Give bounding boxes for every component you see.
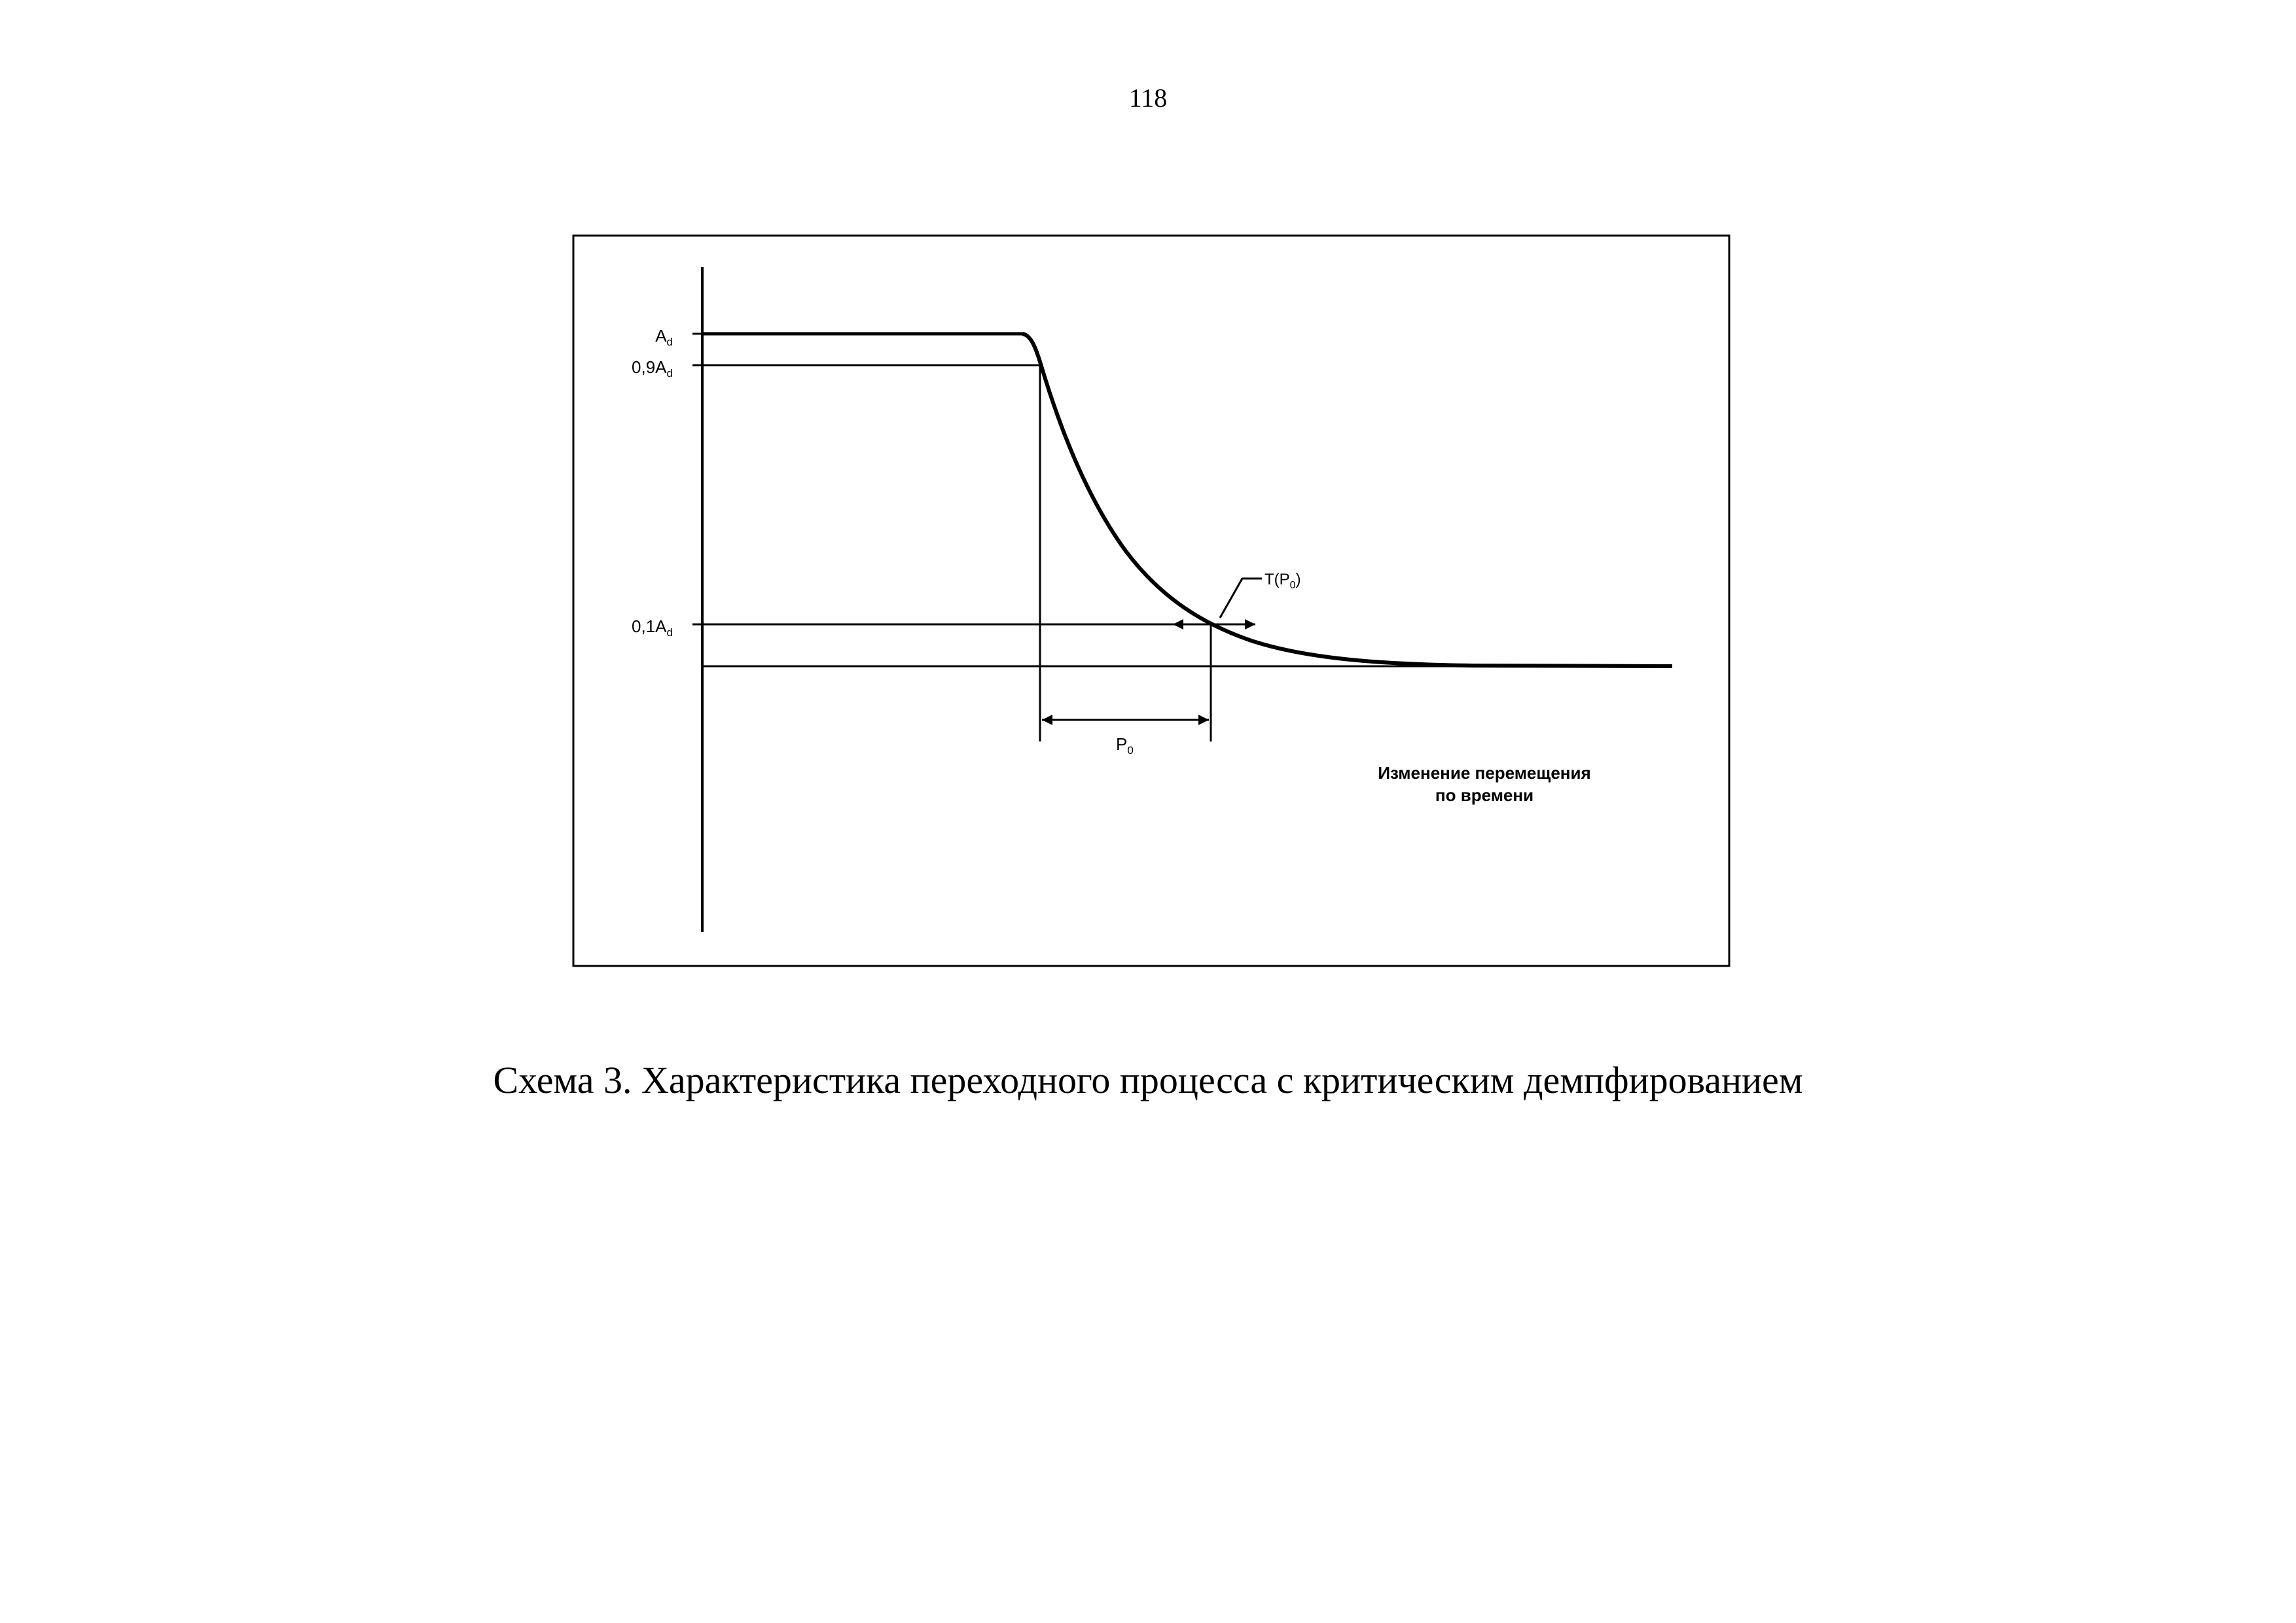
label-09ad: $0,9A_d$ xyxy=(632,357,673,380)
tolerance-leader-line xyxy=(1220,579,1262,618)
diagram-frame xyxy=(573,236,1729,966)
page-number: 118 xyxy=(1128,83,1168,113)
figure-caption: Схема 3. Характеристика переходного процесса с критическим демпфированием xyxy=(493,1059,1803,1101)
description-line-2: по времени xyxy=(1435,785,1534,805)
description-line-1: Изменение перемещения xyxy=(1378,763,1591,783)
label-period: $P_0$ xyxy=(1116,734,1134,757)
response-curve xyxy=(1022,334,1672,666)
label-01ad: $0,1A_d$ xyxy=(632,616,673,639)
label-tolerance: $T(P_0)$ xyxy=(1265,571,1301,591)
label-ad: $A_d$ xyxy=(655,326,673,348)
